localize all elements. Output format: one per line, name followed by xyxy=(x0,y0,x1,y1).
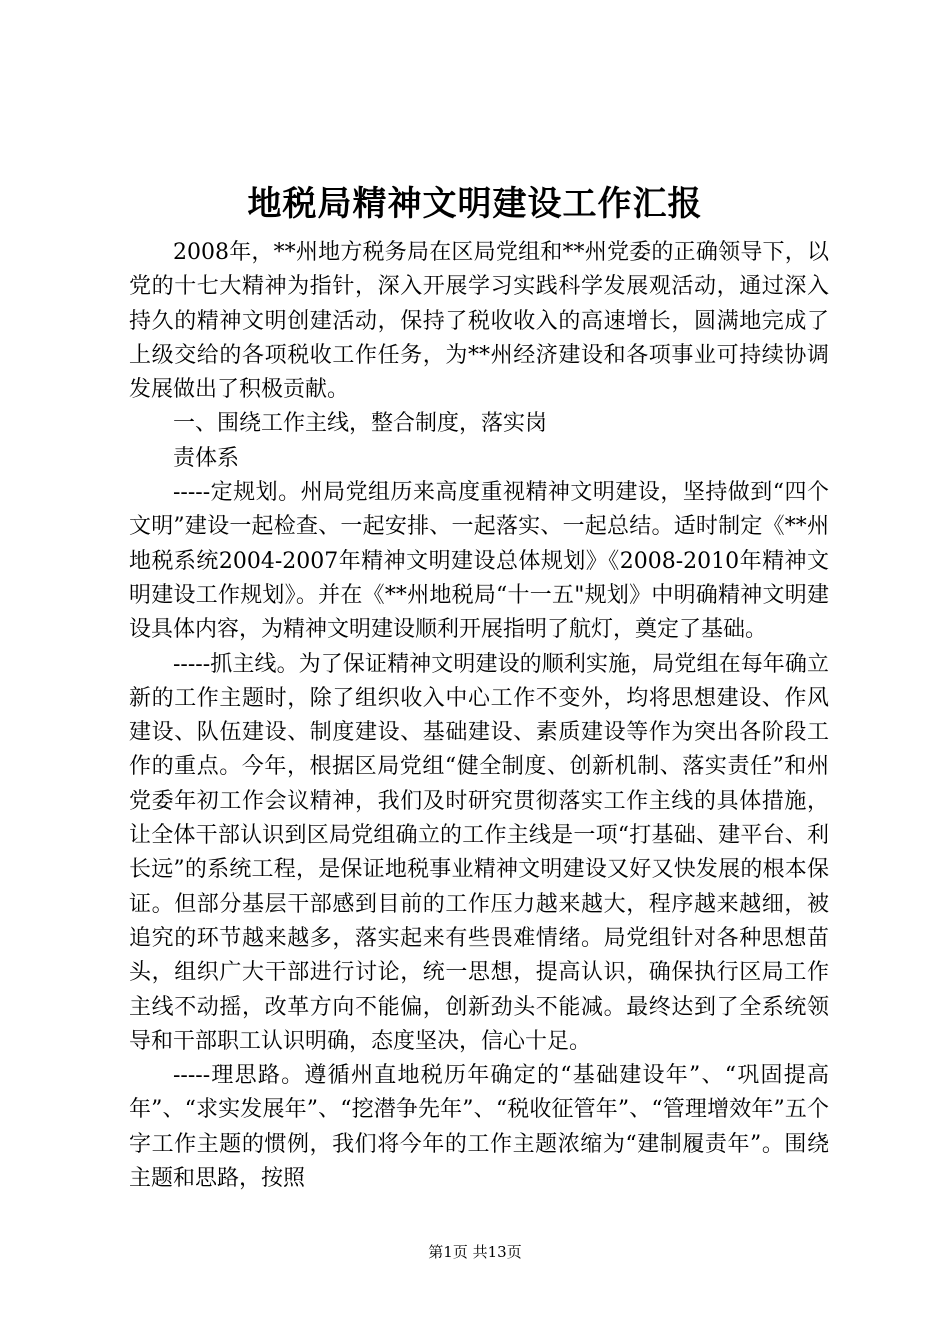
paragraph-intro: 2008年，**州地方税务局在区局党组和**州党委的正确领导下，以党的十七大精神为指针，深入开展学习实践科学发展观活动，通过深入持久的精神文明创建活动，保持了税收收入的高速增长，圆满地完成了上级交给的各项税收工作任务，为**州经济建设和各项事业可持续协调发展做出了积极贡献。 xyxy=(129,240,829,403)
section-heading-1-continued: 责体系 xyxy=(173,445,240,471)
document-title: 地税局精神文明建设工作汇报 xyxy=(247,184,703,224)
section-heading-1: 一、围绕工作主线，整合制度，落实岗 xyxy=(173,411,548,437)
paragraph-planning: -----定规划。州局党组历来高度重视精神文明建设，坚持做到“四个文明”建设一起检查、一起安排、一起落实、一起总结。适时制定《**州地税系统2004-2007年精神文明建设总体规划》《2008-2010年精神文明建设工作规划》。并在《**州地税局“十一五"规划》中明确精神文明建设具体内容，为精神文明建设顺利开展指明了航灯，奠定了基础。 xyxy=(129,480,829,643)
paragraph-thinking: -----理思路。遵循州直地税历年确定的“基础建设年”、“巩固提高年”、“求实发展年”、“挖潜争先年”、“税收征管年”、“管理增效年”五个字工作主题的惯例，我们将今年的工作主题浓缩为“建制履责年”。围绕主题和思路，按照 xyxy=(129,1063,829,1192)
document-body xyxy=(129,236,829,1196)
paragraph-mainline: -----抓主线。为了保证精神文明建设的顺利实施，局党组在每年确立新的工作主题时，除了组织收入中心工作不变外，均将思想建设、作风建设、队伍建设、制度建设、基础建设、素质建设等作为突出各阶段工作的重点。今年，根据区局党组“健全制度、创新机制、落实责任”和州党委年初工作会议精神，我们及时研究贯彻落实工作主线的具体措施，让全体干部认识到区局党组确立的工作主线是一项“打基础、建平台、利长远”的系统工程，是保证地税事业精神文明建设又好又快发展的根本保证。但部分基层干部感到目前的工作压力越来越大，程序越来越细，被追究的环节越来越多，落实起来有些畏难情绪。局党组针对各种思想苗头，组织广大干部进行讨论，统一思想，提高认识，确保执行区局工作主线不动摇，改革方向不能偏，创新劲头不能减。最终达到了全系统领导和干部职工认识明确，态度坚决，信心十足。 xyxy=(129,651,829,1054)
page-number-footer: 第1页 共13页 xyxy=(428,1243,522,1261)
